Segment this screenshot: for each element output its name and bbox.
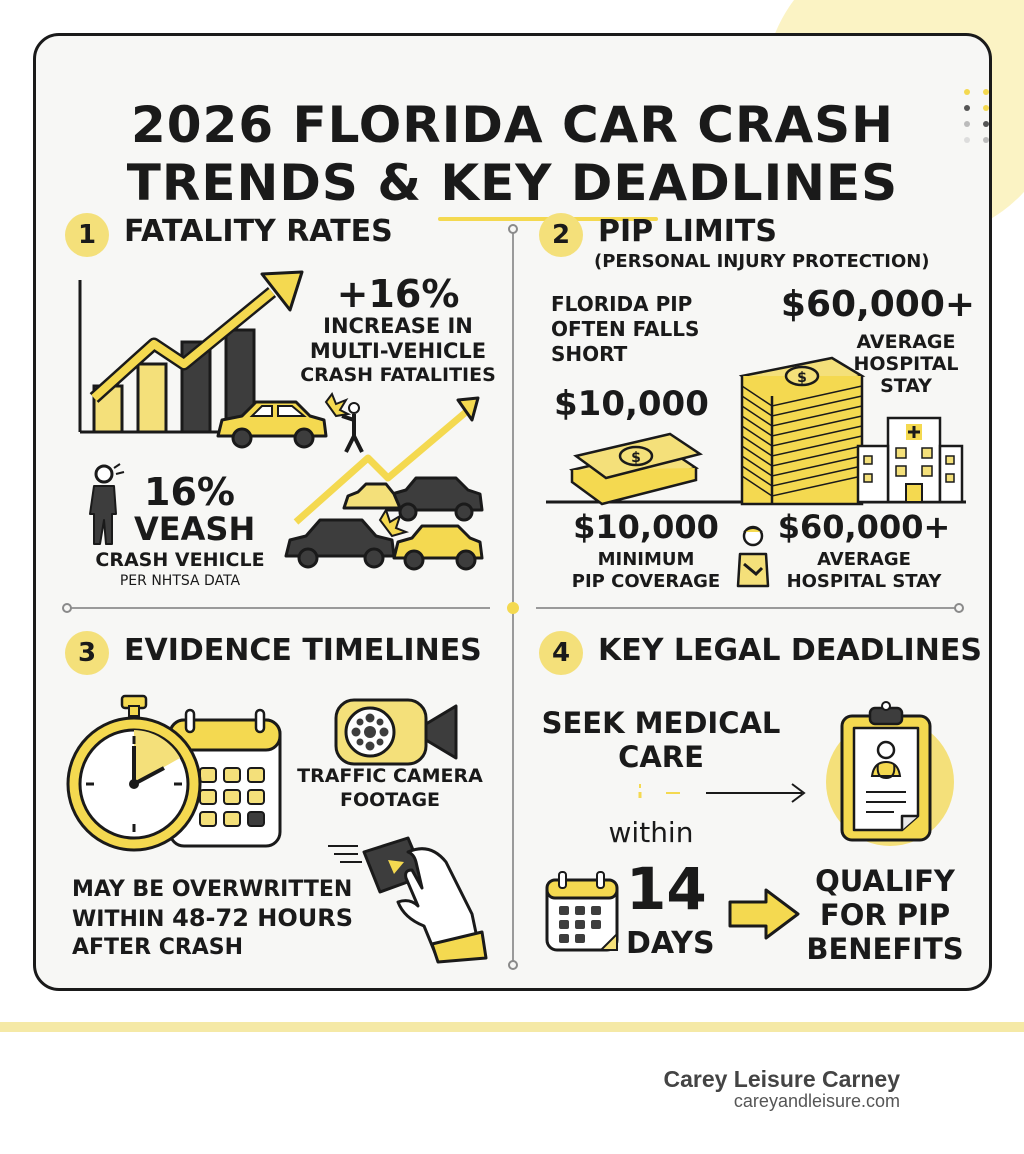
pip-hospital-value: $60,000+ (780, 284, 976, 325)
section-1-title: FATALITY RATES (124, 214, 393, 249)
horizontal-divider-right (536, 607, 958, 609)
section-3-badge: 3 (65, 631, 109, 675)
deadline-qualify-1: QUALIFY (815, 864, 955, 898)
svg-text:$: $ (797, 370, 807, 386)
pip-avg-caption-1: AVERAGE (817, 549, 911, 570)
deadline-qualify-2: FOR PIP (819, 898, 951, 932)
hospital-building (858, 418, 962, 502)
section-2-title: PIP LIMITS (598, 214, 777, 249)
calendar-icon (543, 870, 621, 954)
arrow-to-clipboard (640, 780, 810, 806)
deadline-within: within (608, 816, 694, 849)
page-title-line-2: TRENDS & KEY DEADLINES (126, 154, 899, 212)
pip-falls-short-2: OFTEN FALLS (551, 317, 700, 341)
camera-caption-2: FOOTAGE (339, 789, 441, 811)
divider-node-right (954, 603, 964, 613)
deadline-days-number: 14 (626, 855, 707, 923)
medical-clipboard-icon (816, 698, 956, 848)
injured-patient-icon (736, 524, 770, 588)
pip-hospital-caption-3: STAY (880, 375, 932, 397)
fatality-source: PER NHTSA DATA (119, 573, 241, 589)
fatality-stat-caption-2: MULTI-VEHICLE (309, 339, 487, 363)
divider-node-center (507, 602, 519, 614)
pip-min-value: $10,000 (573, 508, 719, 546)
svg-text:$: $ (631, 450, 641, 466)
video-camera-icon (332, 696, 462, 768)
pip-min-caption-1: MINIMUM (597, 549, 695, 570)
divider-node-left (62, 603, 72, 613)
pip-min-caption-2: PIP COVERAGE (571, 571, 721, 592)
fatality-secondary-word: VEASH (134, 510, 256, 548)
section-4-title: KEY LEGAL DEADLINES (598, 633, 982, 668)
section-4-badge: 4 (539, 631, 583, 675)
pip-hospital-caption-1: AVERAGE (856, 331, 956, 353)
page-title-line-1: 2026 FLORIDA CAR CRASH (130, 96, 895, 154)
horizontal-divider-left (70, 607, 490, 609)
vertical-divider (512, 228, 514, 963)
fatality-stat-caption-1: INCREASE IN (323, 314, 473, 338)
deadline-days-word: DAYS (626, 926, 715, 961)
section-2-badge: 2 (539, 213, 583, 257)
evidence-note-2 (72, 906, 353, 932)
footer-url[interactable]: careyandleisure.com (733, 1091, 900, 1111)
tall-money-stack (742, 358, 862, 504)
stopwatch-calendar-illustration (72, 696, 282, 856)
small-money-stack (572, 434, 700, 504)
evidence-note-1: MAY BE OVERWRITTEN (72, 877, 353, 902)
evidence-note-2-prefix: WITHIN (72, 907, 165, 932)
pip-avg-value: $60,000+ (777, 508, 951, 546)
money-stacks-illustration (546, 328, 966, 506)
fatality-secondary-caption: CRASH VEHICLE (95, 549, 265, 571)
deadline-seek-2: CARE (618, 740, 704, 774)
evidence-note-3: AFTER CRASH (72, 935, 244, 960)
section-1-badge: 1 (65, 213, 109, 257)
evidence-note-2-hours: 48-72 HOURS (172, 904, 353, 932)
pip-small-stack-value: $10,000 (554, 384, 709, 424)
pip-hospital-caption-2: HOSPITAL (853, 353, 959, 375)
pip-avg-caption-2: HOSPITAL STAY (786, 571, 942, 592)
divider-node-bottom (508, 960, 518, 970)
fatality-secondary-value: 16% (144, 470, 235, 514)
pip-falls-short-3: SHORT (551, 342, 628, 366)
deadline-qualify-3: BENEFITS (806, 932, 964, 966)
person-injured-icon (86, 464, 126, 546)
fatality-stat-caption-3: CRASH FATALITIES (300, 364, 496, 386)
fatality-stat-value: +16% (336, 272, 460, 316)
infographic-card (33, 33, 992, 991)
section-3-title: EVIDENCE TIMELINES (124, 633, 482, 668)
pip-falls-short-1: FLORIDA PIP (551, 292, 693, 316)
camera-caption-1: TRAFFIC CAMERA (297, 765, 483, 787)
arrow-right-icon (726, 886, 802, 942)
background-band (0, 1022, 1024, 1032)
decorative-dots (964, 89, 992, 145)
footer-brand: Carey Leisure Carney (663, 1066, 900, 1092)
divider-node-top (508, 224, 518, 234)
deadline-seek-1: SEEK MEDICAL (541, 706, 781, 740)
section-2-subtitle: (PERSONAL INJURY PROTECTION) (594, 251, 930, 272)
multi-car-crash-illustration (282, 396, 492, 576)
